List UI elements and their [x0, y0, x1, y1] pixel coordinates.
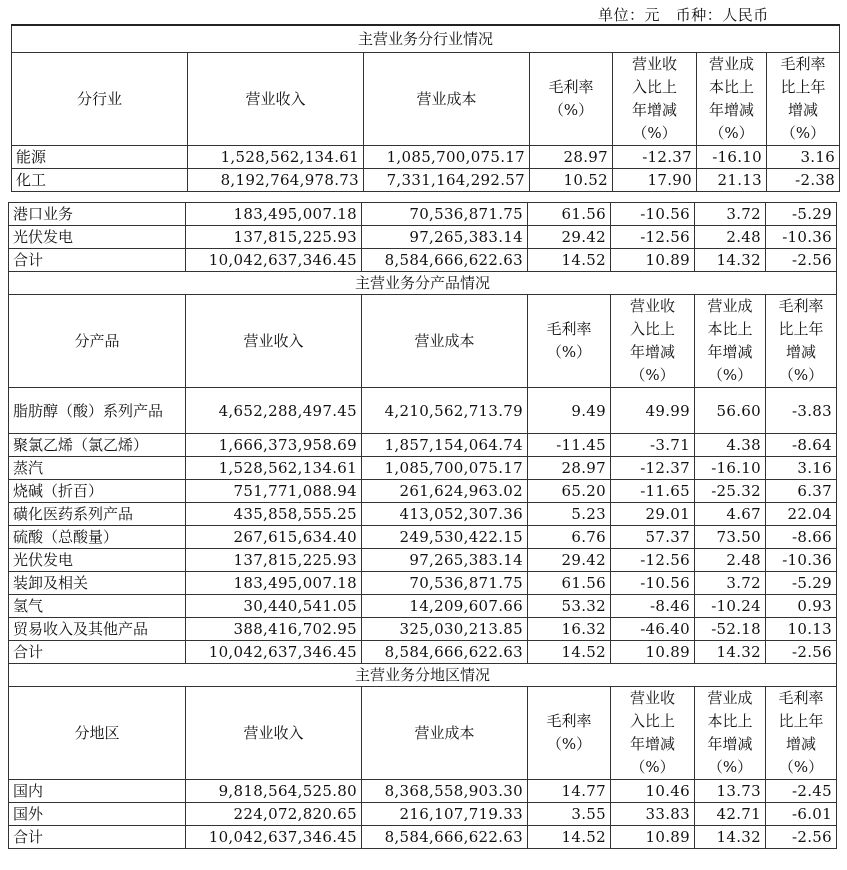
header-industry: 分行业: [12, 53, 188, 146]
table-row: 能源 1,528,562,134.61 1,085,700,075.17 28.97 -12.37 -16.10 3.16: [12, 146, 840, 169]
header-revenue: 营业收入: [186, 295, 362, 388]
header-cost-change: 营业成 本比上 年增减 （%）: [695, 687, 766, 780]
header-gross-margin: 毛利率 （%）: [530, 53, 613, 146]
table-row: 光伏发电 137,815,225.93 97,265,383.14 29.42 -12.56 2.48 -10.36: [9, 549, 837, 572]
header-cost: 营业成本: [362, 687, 528, 780]
header-cost-change: 营业成 本比上 年增减 （%）: [695, 295, 766, 388]
table-row: 国外 224,072,820.65 216,107,719.33 3.55 33.83 42.71 -6.01: [9, 803, 837, 826]
header-revenue-change: 营业收 入比上 年增减 （%）: [611, 687, 695, 780]
main-business-table-part2: [8, 202, 837, 849]
table-row: 贸易收入及其他产品 388,416,702.95 325,030,213.85 16.32 -46.40 -52.18 10.13: [9, 618, 837, 641]
header-revenue: 营业收入: [188, 53, 364, 146]
table-row-total: 合计 10,042,637,346.45 8,584,666,622.63 14.52 10.89 14.32 -2.56: [9, 249, 837, 272]
table-row: 光伏发电 137,815,225.93 97,265,383.14 29.42 -12.56 2.48 -10.36: [9, 226, 837, 249]
section-title-industry: 主营业务分行业情况: [12, 25, 840, 53]
header-revenue-change: 营业收 入比上 年增减 （%）: [613, 53, 697, 146]
header-product: 分产品: [9, 295, 186, 388]
industry-table-part1: [11, 24, 840, 192]
table-row: 聚氯乙烯（氯乙烯） 1,666,373,958.69 1,857,154,064.74 -11.45 -3.71 4.38 -8.64: [9, 434, 837, 457]
header-margin-change: 毛利率 比上年 增减 （%）: [766, 687, 837, 780]
header-margin-change: 毛利率 比上年 增减 （%）: [767, 53, 840, 146]
table-row: 硫酸（总酸量） 267,615,634.40 249,530,422.15 6.76 57.37 73.50 -8.66: [9, 526, 837, 549]
header-cost: 营业成本: [362, 295, 528, 388]
table-row: 港口业务 183,495,007.18 70,536,871.75 61.56 -10.56 3.72 -5.29: [9, 203, 837, 226]
table-row: 氢气 30,440,541.05 14,209,607.66 53.32 -8.46 -10.24 0.93: [9, 595, 837, 618]
table-row: 磺化医药系列产品 435,858,555.25 413,052,307.36 5.23 29.01 4.67 22.04: [9, 503, 837, 526]
table-row: 脂肪醇（酸）系列产品 4,652,288,497.45 4,210,562,713.79 9.49 49.99 56.60 -3.83: [9, 388, 837, 434]
table-row-total: 合计 10,042,637,346.45 8,584,666,622.63 14.52 10.89 14.32 -2.56: [9, 826, 837, 849]
header-revenue-change: 营业收 入比上 年增减 （%）: [611, 295, 695, 388]
table-row: 蒸汽 1,528,562,134.61 1,085,700,075.17 28.97 -12.37 -16.10 3.16: [9, 457, 837, 480]
table-row-total: 合计 10,042,637,346.45 8,584,666,622.63 14.52 10.89 14.32 -2.56: [9, 641, 837, 664]
table-row: 烧碱（折百） 751,771,088.94 261,624,963.02 65.20 -11.65 -25.32 6.37: [9, 480, 837, 503]
header-margin-change: 毛利率 比上年 增减 （%）: [766, 295, 837, 388]
table-row: 化工 8,192,764,978.73 7,331,164,292.57 10.52 17.90 21.13 -2.38: [12, 169, 840, 192]
table-row: 装卸及相关 183,495,007.18 70,536,871.75 61.56 -10.56 3.72 -5.29: [9, 572, 837, 595]
header-cost: 营业成本: [364, 53, 530, 146]
header-cost-change: 营业成 本比上 年增减 （%）: [697, 53, 767, 146]
header-revenue: 营业收入: [186, 687, 362, 780]
unit-currency-note: 单位：元 币种：人民币: [598, 6, 769, 24]
header-gross-margin: 毛利率 （%）: [528, 295, 611, 388]
section-title-product: 主营业务分产品情况: [9, 272, 837, 295]
table-row: 国内 9,818,564,525.80 8,368,558,903.30 14.77 10.46 13.73 -2.45: [9, 780, 837, 803]
header-gross-margin: 毛利率 （%）: [528, 687, 611, 780]
header-region: 分地区: [9, 687, 186, 780]
section-title-region: 主营业务分地区情况: [9, 664, 837, 687]
